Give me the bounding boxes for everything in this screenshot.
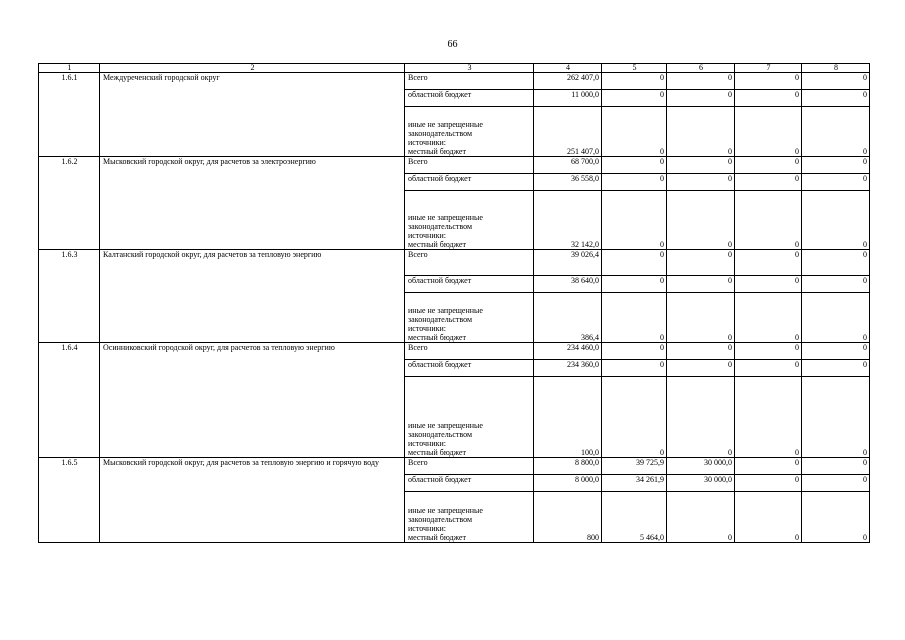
value-cell-col-4: 11 000,0 [534,90,602,107]
item-name: Междуреченский городской округ [100,73,405,157]
value-cell-col-4: 36 558,0 [534,174,602,191]
value-cell-col-7: 0 [735,73,802,90]
value-cell-col-7: 0 [735,250,802,276]
value-cell-col-8: 0 [802,174,870,191]
value-cell-col-6: 0 [667,276,735,293]
column-number-8: 8 [802,64,870,73]
funding-source-line: законодательством [408,222,473,231]
value-cell-col-5: 0 [602,191,667,250]
value-cell-col-7: 0 [735,191,802,250]
funding-source [405,475,534,492]
value-cell-col-8: 0 [802,475,870,492]
funding-source [405,492,534,543]
value-cell-col-4: 251 407,0 [534,107,602,157]
value-cell-col-5: 0 [602,377,667,458]
funding-source [405,276,534,293]
value-cell-col-7: 0 [735,157,802,174]
value-cell-col-4: 38 640,0 [534,276,602,293]
funding-source-line: иные не запрещенные [408,120,483,129]
item-code: 1.6.5 [39,458,100,543]
value-cell-col-6: 0 [667,343,735,360]
item-name: Мысковский городской округ, для расчетов за электроэнергию [100,157,405,250]
value-cell-col-7: 0 [735,107,802,157]
value-cell-col-7: 0 [735,377,802,458]
value-cell-col-7: 0 [735,293,802,343]
value-cell-col-5: 34 261,9 [602,475,667,492]
item-name: Осинниковский городской округ, для расчетов за тепловую энергию [100,343,405,458]
item-code: 1.6.2 [39,157,100,250]
funding-source [405,157,534,174]
value-cell-col-6: 0 [667,90,735,107]
funding-source-line: законодательством [408,315,473,324]
value-cell-col-4: 8 000,0 [534,475,602,492]
value-cell-col-5: 0 [602,90,667,107]
funding-source-line: источники: [408,138,446,147]
value-cell-col-4: 8 800,0 [534,458,602,475]
funding-source-line: иные не запрещенные [408,421,483,430]
value-cell-col-5: 39 725,9 [602,458,667,475]
value-cell-col-5: 0 [602,174,667,191]
funding-source-line: источники: [408,324,446,333]
funding-source-line: законодательством [408,430,473,439]
value-cell-col-8: 0 [802,73,870,90]
funding-source [405,343,534,360]
funding-source [405,293,534,343]
item-code: 1.6.1 [39,73,100,157]
value-cell-col-6: 0 [667,377,735,458]
value-cell-col-6: 0 [667,360,735,377]
value-cell-col-6: 0 [667,250,735,276]
value-cell-col-6: 0 [667,293,735,343]
value-cell-col-4: 800 [534,492,602,543]
value-cell-col-4: 32 142,0 [534,191,602,250]
funding-source-line: источники: [408,439,446,448]
funding-source-line: иные не запрещенные [408,213,483,222]
value-cell-col-7: 0 [735,276,802,293]
funding-source-line: местный бюджет [408,533,466,542]
value-cell-col-6: 0 [667,157,735,174]
value-cell-col-8: 0 [802,276,870,293]
value-cell-col-4: 39 026,4 [534,250,602,276]
funding-source [405,191,534,250]
value-cell-col-8: 0 [802,90,870,107]
funding-source-line: Всего [408,250,428,259]
value-cell-col-4: 234 460,0 [534,343,602,360]
value-cell-col-5: 0 [602,73,667,90]
value-cell-col-4: 68 700,0 [534,157,602,174]
funding-source-line: областной бюджет [408,360,472,369]
value-cell-col-8: 0 [802,191,870,250]
funding-source-line: местный бюджет [408,333,466,342]
value-cell-col-4: 234 360,0 [534,360,602,377]
table-row [39,343,870,360]
value-cell-col-8: 0 [802,157,870,174]
funding-source-line: Всего [408,343,428,352]
value-cell-col-5: 0 [602,293,667,343]
value-cell-col-6: 0 [667,492,735,543]
value-cell-col-6: 0 [667,107,735,157]
funding-source [405,174,534,191]
column-number-7: 7 [735,64,802,73]
funding-source [405,73,534,90]
column-number-6: 6 [667,64,735,73]
funding-source-line: областной бюджет [408,475,472,484]
value-cell-col-6: 30 000,0 [667,458,735,475]
value-cell-col-4: 262 407,0 [534,73,602,90]
funding-source-line: Всего [408,73,428,82]
funding-source-line: иные не запрещенные [408,506,483,515]
item-code: 1.6.4 [39,343,100,458]
value-cell-col-5: 0 [602,276,667,293]
funding-source-line: областной бюджет [408,174,472,183]
value-cell-col-8: 0 [802,492,870,543]
value-cell-col-6: 0 [667,191,735,250]
value-cell-col-8: 0 [802,293,870,343]
value-cell-col-4: 100,0 [534,377,602,458]
value-cell-col-5: 0 [602,250,667,276]
value-cell-col-8: 0 [802,377,870,458]
value-cell-col-7: 0 [735,174,802,191]
value-cell-col-7: 0 [735,360,802,377]
funding-source-line: местный бюджет [408,448,466,457]
value-cell-col-8: 0 [802,343,870,360]
column-number-row [39,64,870,73]
funding-source [405,360,534,377]
funding-source [405,250,534,276]
value-cell-col-7: 0 [735,492,802,543]
funding-source-line: законодательством [408,129,473,138]
value-cell-col-6: 0 [667,174,735,191]
page-number: 66 [447,39,458,50]
column-number-2: 2 [100,64,405,73]
funding-source [405,458,534,475]
funding-source-line: источники: [408,231,446,240]
funding-source [405,90,534,107]
table-row [39,73,870,90]
funding-source [405,377,534,458]
value-cell-col-4: 386,4 [534,293,602,343]
value-cell-col-5: 0 [602,343,667,360]
value-cell-col-8: 0 [802,458,870,475]
funding-source-line: Всего [408,157,428,166]
value-cell-col-7: 0 [735,343,802,360]
value-cell-col-7: 0 [735,458,802,475]
funding-source-line: областной бюджет [408,90,472,99]
value-cell-col-8: 0 [802,360,870,377]
funding-source [405,107,534,157]
value-cell-col-8: 0 [802,250,870,276]
table-body [39,64,870,543]
table-row [39,157,870,174]
item-code: 1.6.3 [39,250,100,343]
column-number-4: 4 [534,64,602,73]
funding-source-line: законодательством [408,515,473,524]
column-number-5: 5 [602,64,667,73]
funding-source-line: местный бюджет [408,147,466,156]
value-cell-col-7: 0 [735,475,802,492]
value-cell-col-5: 0 [602,107,667,157]
value-cell-col-6: 30 000,0 [667,475,735,492]
funding-source-line: областной бюджет [408,276,472,285]
value-cell-col-5: 0 [602,360,667,377]
funding-source-line: Всего [408,458,428,467]
value-cell-col-8: 0 [802,107,870,157]
value-cell-col-5: 5 464,0 [602,492,667,543]
table-row [39,250,870,276]
funding-source-line: источники: [408,524,446,533]
budget-table [38,63,870,543]
funding-source-line: местный бюджет [408,240,466,249]
column-number-3: 3 [405,64,534,73]
value-cell-col-6: 0 [667,73,735,90]
column-number-1: 1 [39,64,100,73]
table-row [39,458,870,475]
item-name: Мысковский городской округ, для расчетов за тепловую энергию и горячую воду [100,458,405,543]
item-name: Калтанский городской округ, для расчетов за тепловую энергию [100,250,405,343]
value-cell-col-7: 0 [735,90,802,107]
value-cell-col-5: 0 [602,157,667,174]
funding-source-line: иные не запрещенные [408,306,483,315]
